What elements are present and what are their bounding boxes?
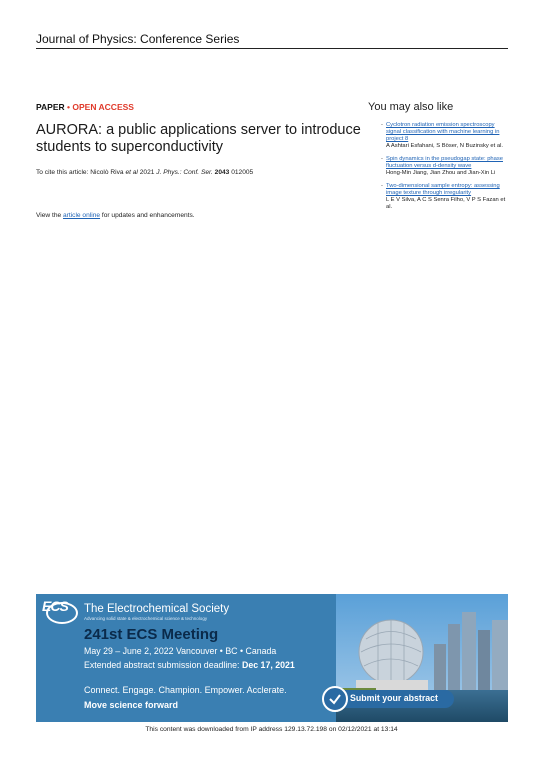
ecs-logo-text: ECS xyxy=(42,598,68,614)
deadline-date: Dec 17, 2021 xyxy=(241,660,295,670)
list-dash-icon: - xyxy=(381,122,383,128)
move-science-forward: Move science forward xyxy=(84,700,179,710)
society-name: The Electrochemical Society xyxy=(84,603,230,615)
download-notice: This content was downloaded from IP address 129.13.72.198 on 02/12/2021 at 13:14 xyxy=(145,726,398,733)
meeting-dates: May 29 – June 2, 2022 Vancouver • BC • Canada xyxy=(84,646,277,656)
related-item-authors: Hong-Min Jiang, Jian Zhou and Jian-Xin Li xyxy=(386,170,496,176)
related-list xyxy=(381,122,511,217)
list-dash-icon: - xyxy=(381,156,383,162)
cite-etal: et al xyxy=(125,169,138,176)
related-item-link[interactable]: Two-dimensional sample entropy: assessing image texture through irregularity xyxy=(386,183,500,196)
view-suffix: for updates and enhancements. xyxy=(101,212,195,219)
article-title: AURORA: a public applications server to introduce students to superconductivity xyxy=(36,122,361,155)
related-item-link[interactable]: Cyclotron radiation emission spectroscopy signal classification with machine learning in project 8 xyxy=(386,122,500,142)
related-item-authors: L E V Silva, A C S Senra Filho, V P S Fazan et al. xyxy=(386,197,506,210)
submit-abstract-label: Submit your abstract xyxy=(350,693,438,703)
banner-text-panel xyxy=(36,594,336,722)
checkmark-icon xyxy=(322,686,348,712)
deadline-line xyxy=(84,660,295,670)
journal-name: Journal of Physics: Conference Series xyxy=(36,32,240,46)
related-heading: You may also like xyxy=(368,101,454,113)
list-dash-icon: - xyxy=(381,183,383,189)
cite-prefix: To cite this article: Nicolò Riva xyxy=(36,169,124,176)
open-access-label: OPEN ACCESS xyxy=(72,102,134,112)
cite-article-number: 012005 xyxy=(231,169,254,176)
paper-label: PAPER xyxy=(36,102,65,112)
journal-header xyxy=(36,32,508,49)
related-item xyxy=(381,183,511,211)
related-item xyxy=(381,122,511,150)
deadline-prefix: Extended abstract submission deadline: xyxy=(84,660,240,670)
meeting-title: 241st ECS Meeting xyxy=(84,626,219,643)
view-prefix: View the xyxy=(36,212,62,219)
banner-tagline: Connect. Engage. Champion. Empower. Acclerate. xyxy=(84,685,287,695)
submit-abstract-button[interactable] xyxy=(322,686,456,712)
related-item-link[interactable]: Spin dynamics in the pseudogap state: phase fluctuation versus d-density wave xyxy=(386,156,503,169)
article-online-link[interactable]: article online xyxy=(63,212,101,219)
cite-journal: J. Phys.: Conf. Ser. xyxy=(156,169,213,176)
cite-year: 2021 xyxy=(139,169,155,176)
related-item xyxy=(381,156,511,177)
cite-volume: 2043 xyxy=(214,169,230,176)
article-type-tag xyxy=(36,102,134,112)
view-online-line xyxy=(36,212,195,219)
citation-line xyxy=(36,169,366,176)
ecs-advertisement-banner[interactable] xyxy=(36,594,508,722)
society-tagline: Advancing solid state & electrochemical science & technology xyxy=(84,616,208,621)
related-item-authors: A Ashtari Esfahani, S Böser, N Buzinsky et al. xyxy=(386,143,503,149)
tag-separator: • xyxy=(67,102,71,112)
